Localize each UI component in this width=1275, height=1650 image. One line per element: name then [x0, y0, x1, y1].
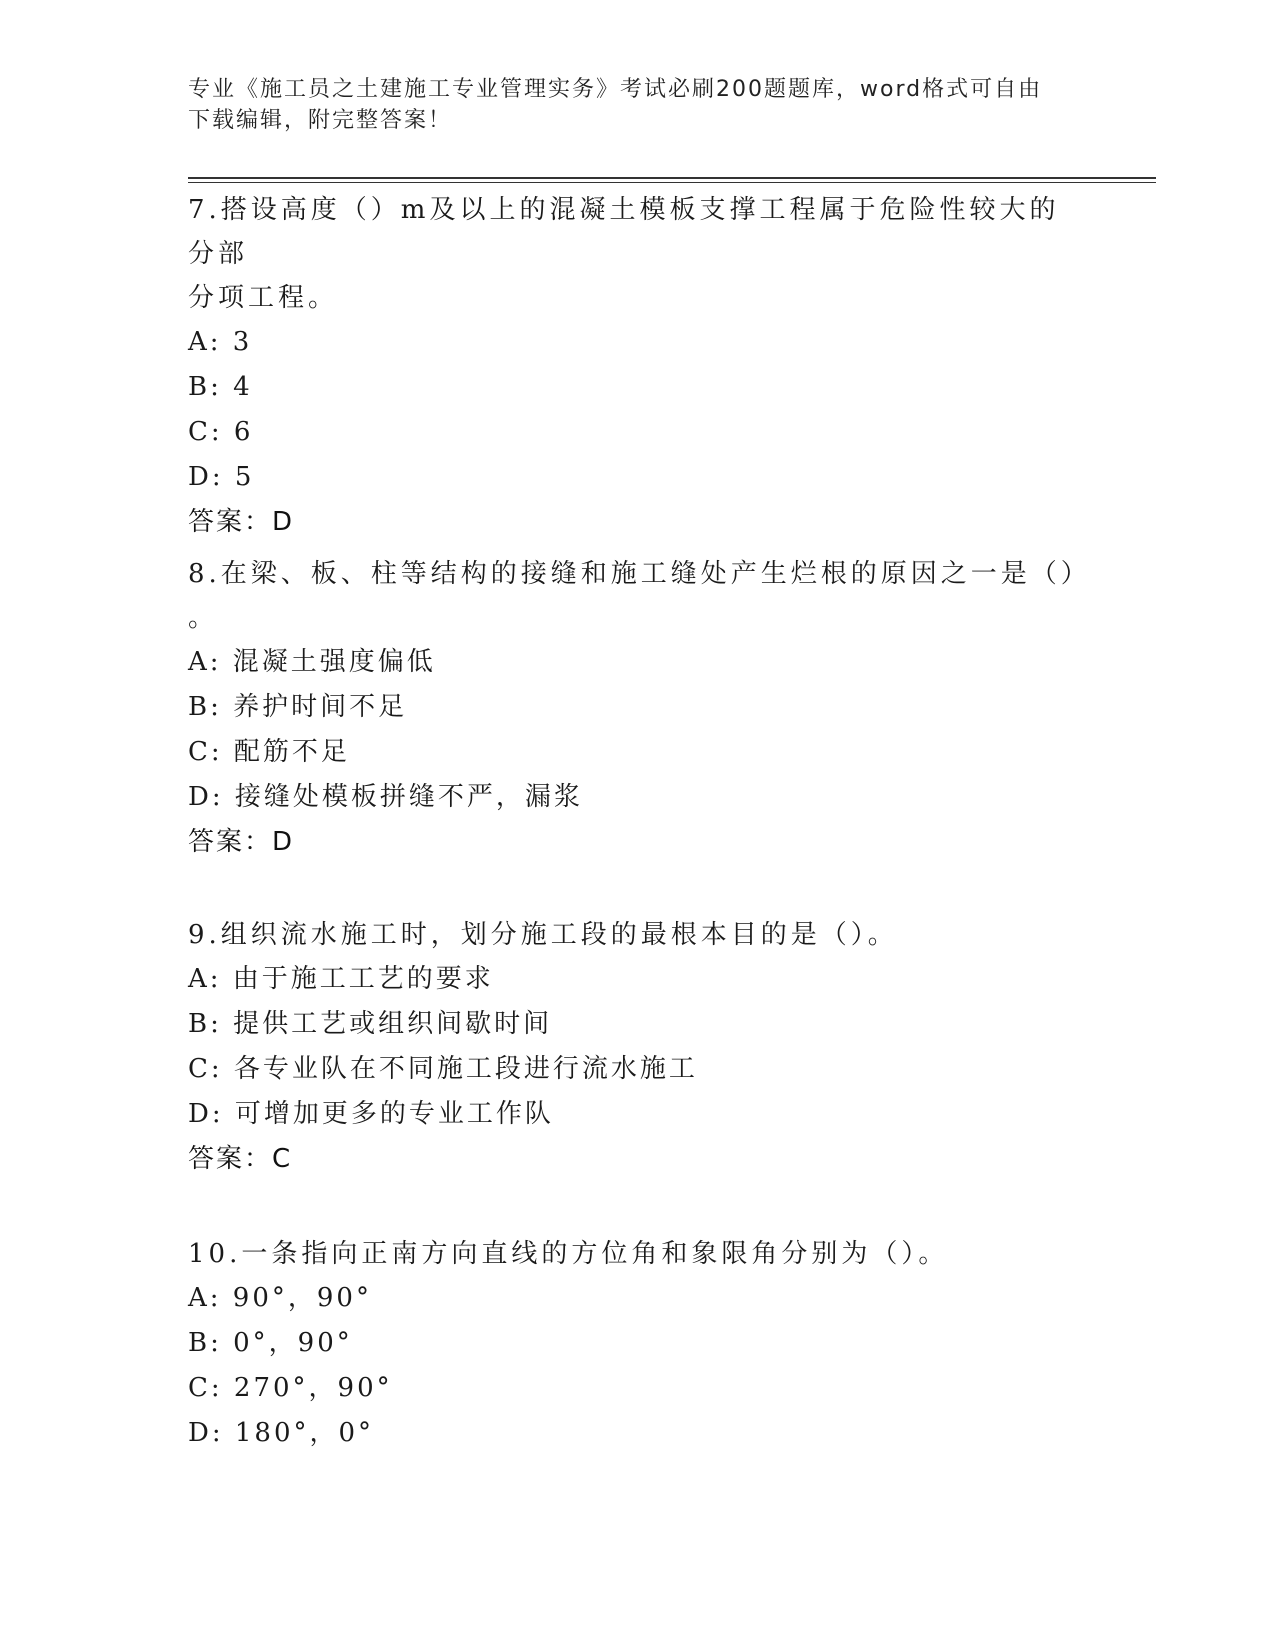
option-list	[188, 320, 1088, 500]
option-d: D: 5	[188, 462, 255, 492]
question-9	[188, 913, 1088, 1181]
option-d: D: 可增加更多的专业工作队	[188, 1099, 554, 1129]
option-a: A: 由于施工工艺的要求	[188, 964, 494, 994]
option-b: B: 4	[188, 372, 253, 402]
answer: 答案：C	[188, 1144, 293, 1174]
answer: 答案：D	[188, 827, 295, 857]
option-c: C: 配筋不足	[188, 737, 350, 767]
document-header	[188, 74, 1088, 136]
question-text	[188, 913, 1088, 957]
option-c: C: 270°，90°	[188, 1373, 393, 1403]
header-divider-thick	[188, 177, 1156, 179]
question-10	[188, 1232, 1088, 1456]
question-text-line-1: 7.搭设高度（）m及以上的混凝土模板支撑工程属于危险性较大的分部	[188, 195, 1060, 269]
question-text-line-1: 10.一条指向正南方向直线的方位角和象限角分别为（）。	[188, 1239, 949, 1269]
option-d: D: 接缝处模板拼缝不严，漏浆	[188, 782, 583, 812]
question-text-line-1: 8.在梁、板、柱等结构的接缝和施工缝处产生烂根的原因之一是（）	[188, 559, 1091, 589]
option-a: A: 90°，90°	[188, 1283, 372, 1313]
header-line-1: 专业《施工员之土建施工专业管理实务》考试必刷200题题库，word格式可自由	[188, 77, 1043, 102]
option-c: C: 各专业队在不同施工段进行流水施工	[188, 1054, 698, 1084]
option-list	[188, 957, 1088, 1137]
option-list	[188, 1276, 1088, 1456]
question-text	[188, 188, 1088, 320]
question-text-line-1: 9.组织流水施工时，划分施工段的最根本目的是（）。	[188, 920, 898, 950]
question-text-line-2: 分项工程。	[188, 283, 339, 313]
question-text-line-2: 。	[188, 603, 219, 633]
option-b: B: 0°，90°	[188, 1328, 353, 1358]
answer: 答案：D	[188, 507, 295, 537]
question-7	[188, 188, 1088, 544]
option-a: A: 混凝土强度偏低	[188, 647, 436, 677]
header-divider-thin	[188, 182, 1156, 183]
option-c: C: 6	[188, 417, 254, 447]
option-b: B: 养护时间不足	[188, 692, 408, 722]
option-b: B: 提供工艺或组织间歇时间	[188, 1009, 553, 1039]
option-list	[188, 640, 1088, 820]
question-8	[188, 552, 1091, 864]
option-a: A: 3	[188, 327, 253, 357]
header-line-2: 下载编辑，附完整答案！	[188, 108, 453, 133]
option-d: D: 180°，0°	[188, 1418, 375, 1448]
question-text	[188, 552, 1091, 640]
question-text	[188, 1232, 1088, 1276]
